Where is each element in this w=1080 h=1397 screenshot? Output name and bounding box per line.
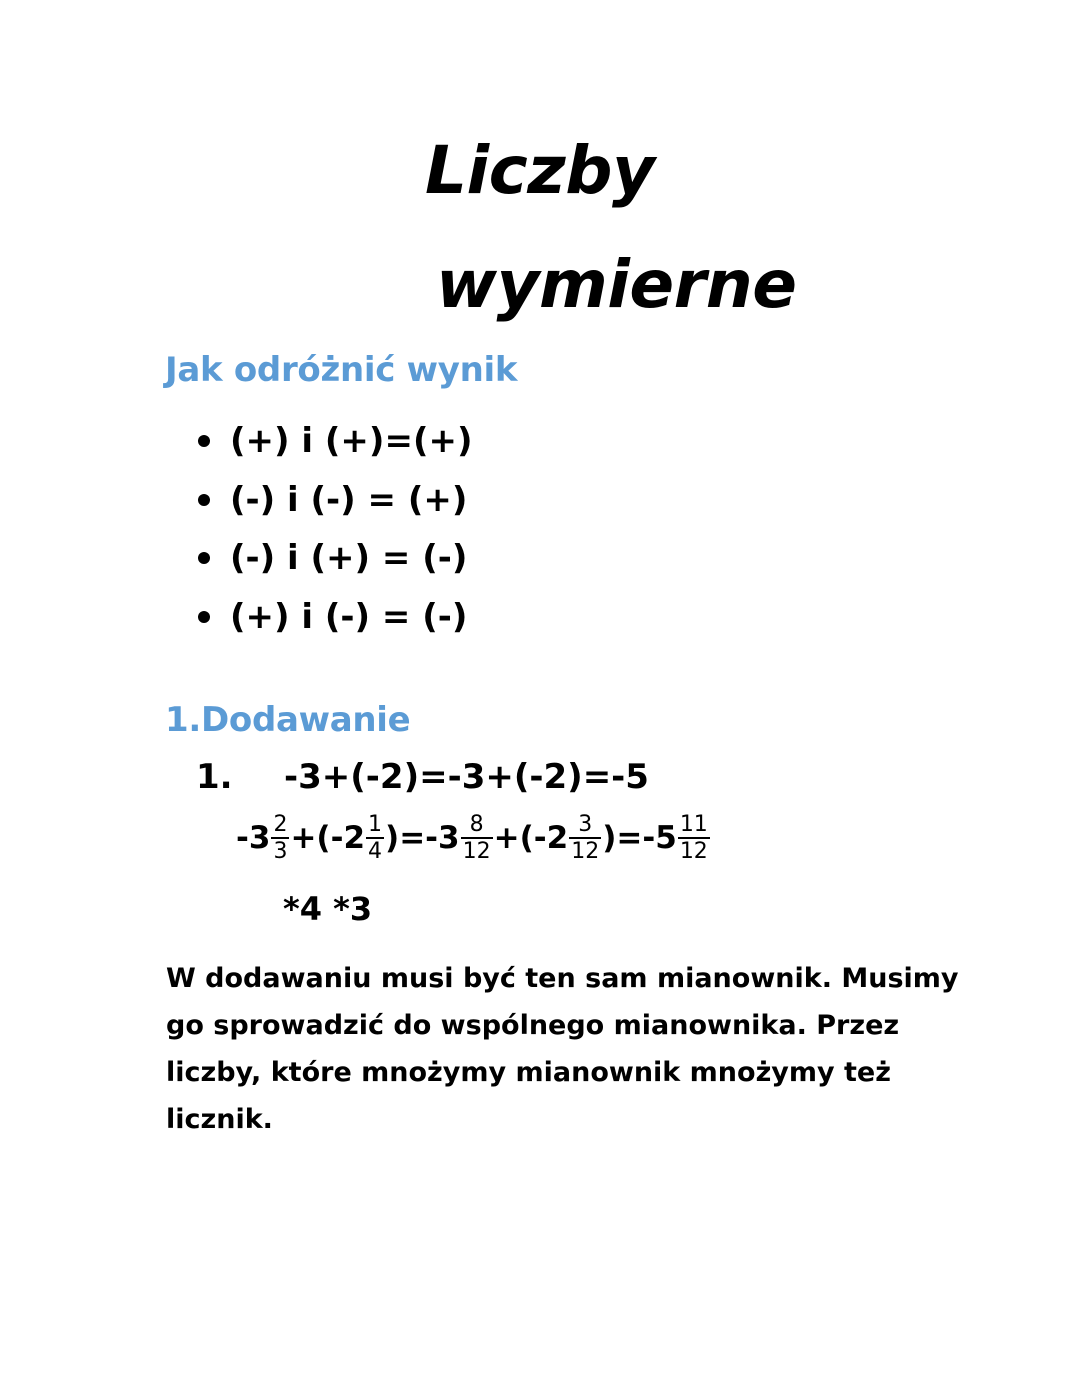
numerator: 11 (679, 812, 708, 837)
numerator: 3 (578, 812, 593, 837)
title-line-1: Liczby (425, 132, 655, 209)
rule-text: (-) i (-) = (+) (230, 479, 468, 520)
paragraph-line: licznik. (166, 1104, 273, 1135)
bullet-icon (198, 494, 210, 506)
example-equation: -3+(-2)=-3+(-2)=-5 (284, 757, 649, 797)
denominator: 12 (462, 839, 491, 864)
eq-part: +(-2 (290, 820, 366, 856)
denominator: 12 (679, 839, 708, 864)
paragraph-line: liczby, które mnożymy mianownik mnożymy też (166, 1057, 891, 1088)
list-item (195, 471, 473, 530)
list-item (195, 588, 473, 647)
paragraph-line: go sprowadzić do wspólnego mianownika. Przez (166, 1010, 900, 1041)
fraction (569, 812, 601, 864)
fraction (271, 812, 289, 864)
sign-rules-list (195, 412, 473, 646)
denominator: 12 (571, 839, 600, 864)
example-number: 1. (196, 757, 233, 797)
numerator: 2 (273, 812, 288, 837)
rule-text: (+) i (-) = (-) (230, 596, 468, 637)
fraction (366, 812, 384, 864)
bullet-icon (198, 611, 210, 623)
fraction (461, 812, 493, 864)
eq-part: )=-5 (602, 820, 677, 856)
denominator: 3 (273, 839, 288, 864)
section-heading: 1.Dodawanie (165, 700, 411, 740)
bullet-icon (198, 435, 210, 447)
numerator: 8 (469, 812, 484, 837)
fraction (678, 812, 710, 864)
eq-part: -3 (236, 820, 271, 856)
rule-text: (-) i (+) = (-) (230, 538, 468, 579)
denominator: 4 (368, 839, 383, 864)
eq-part: +(-2 (493, 820, 569, 856)
rules-heading: Jak odróżnić wynik (165, 350, 518, 390)
explanation-paragraph (166, 955, 959, 1143)
mixed-fraction-equation (236, 812, 711, 864)
paragraph-line: W dodawaniu musi być ten sam mianownik. Musimy (166, 963, 959, 994)
eq-part: )=-3 (385, 820, 460, 856)
rule-text: (+) i (+)=(+) (230, 421, 473, 462)
bullet-icon (198, 552, 210, 564)
title-line-2: wymierne (436, 246, 797, 323)
multipliers-note: *4 *3 (283, 890, 373, 928)
example-row (196, 757, 649, 797)
list-item (195, 529, 473, 588)
list-item (195, 412, 473, 471)
numerator: 1 (368, 812, 383, 837)
